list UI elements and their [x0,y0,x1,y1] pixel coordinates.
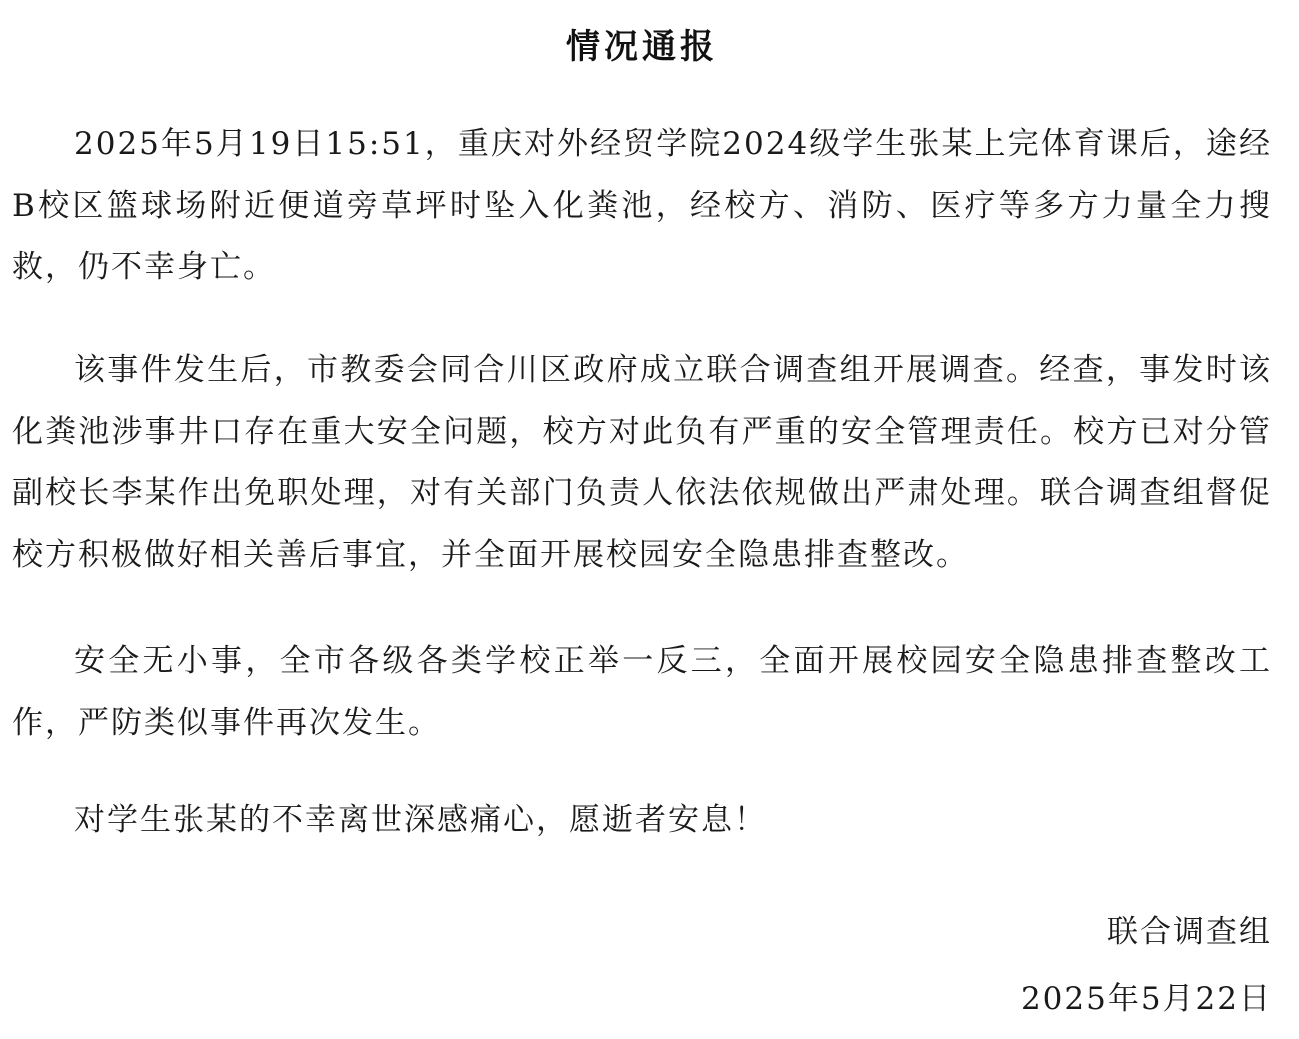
paragraph-incident: 2025年5月19日15:51，重庆对外经贸学院2024级学生张某上完体育课后，途经B校区篮球场附近便道旁草坪时坠入化粪池，经校方、消防、医疗等多方力量全力搜救，仍不幸身亡。 [12,126,1272,285]
signature-date: 2025年5月22日 [1020,981,1272,1017]
document-title: 情况通报 [566,27,718,67]
signature-organization: 联合调查组 [1107,914,1272,950]
paragraph-investigation: 该事件发生后，市教委会同合川区政府成立联合调查组开展调查。经查，事发时该化粪池涉事井口存在重大安全问题，校方对此负有严重的安全管理责任。校方已对分管副校长李某作出免职处理，对有关部门负责人依法依规做出严肃处理。联合调查组督促校方积极做好相关善后事宜，并全面开展校园安全隐患排查整改。 [12,352,1272,573]
paragraph-safety: 安全无小事，全市各级各类学校正举一反三，全面开展校园安全隐患排查整改工作，严防类似事件再次发生。 [12,643,1272,741]
notice-document [12,0,1272,1039]
paragraph-condolence: 对学生张某的不幸离世深感痛心，愿逝者安息！ [74,802,767,838]
